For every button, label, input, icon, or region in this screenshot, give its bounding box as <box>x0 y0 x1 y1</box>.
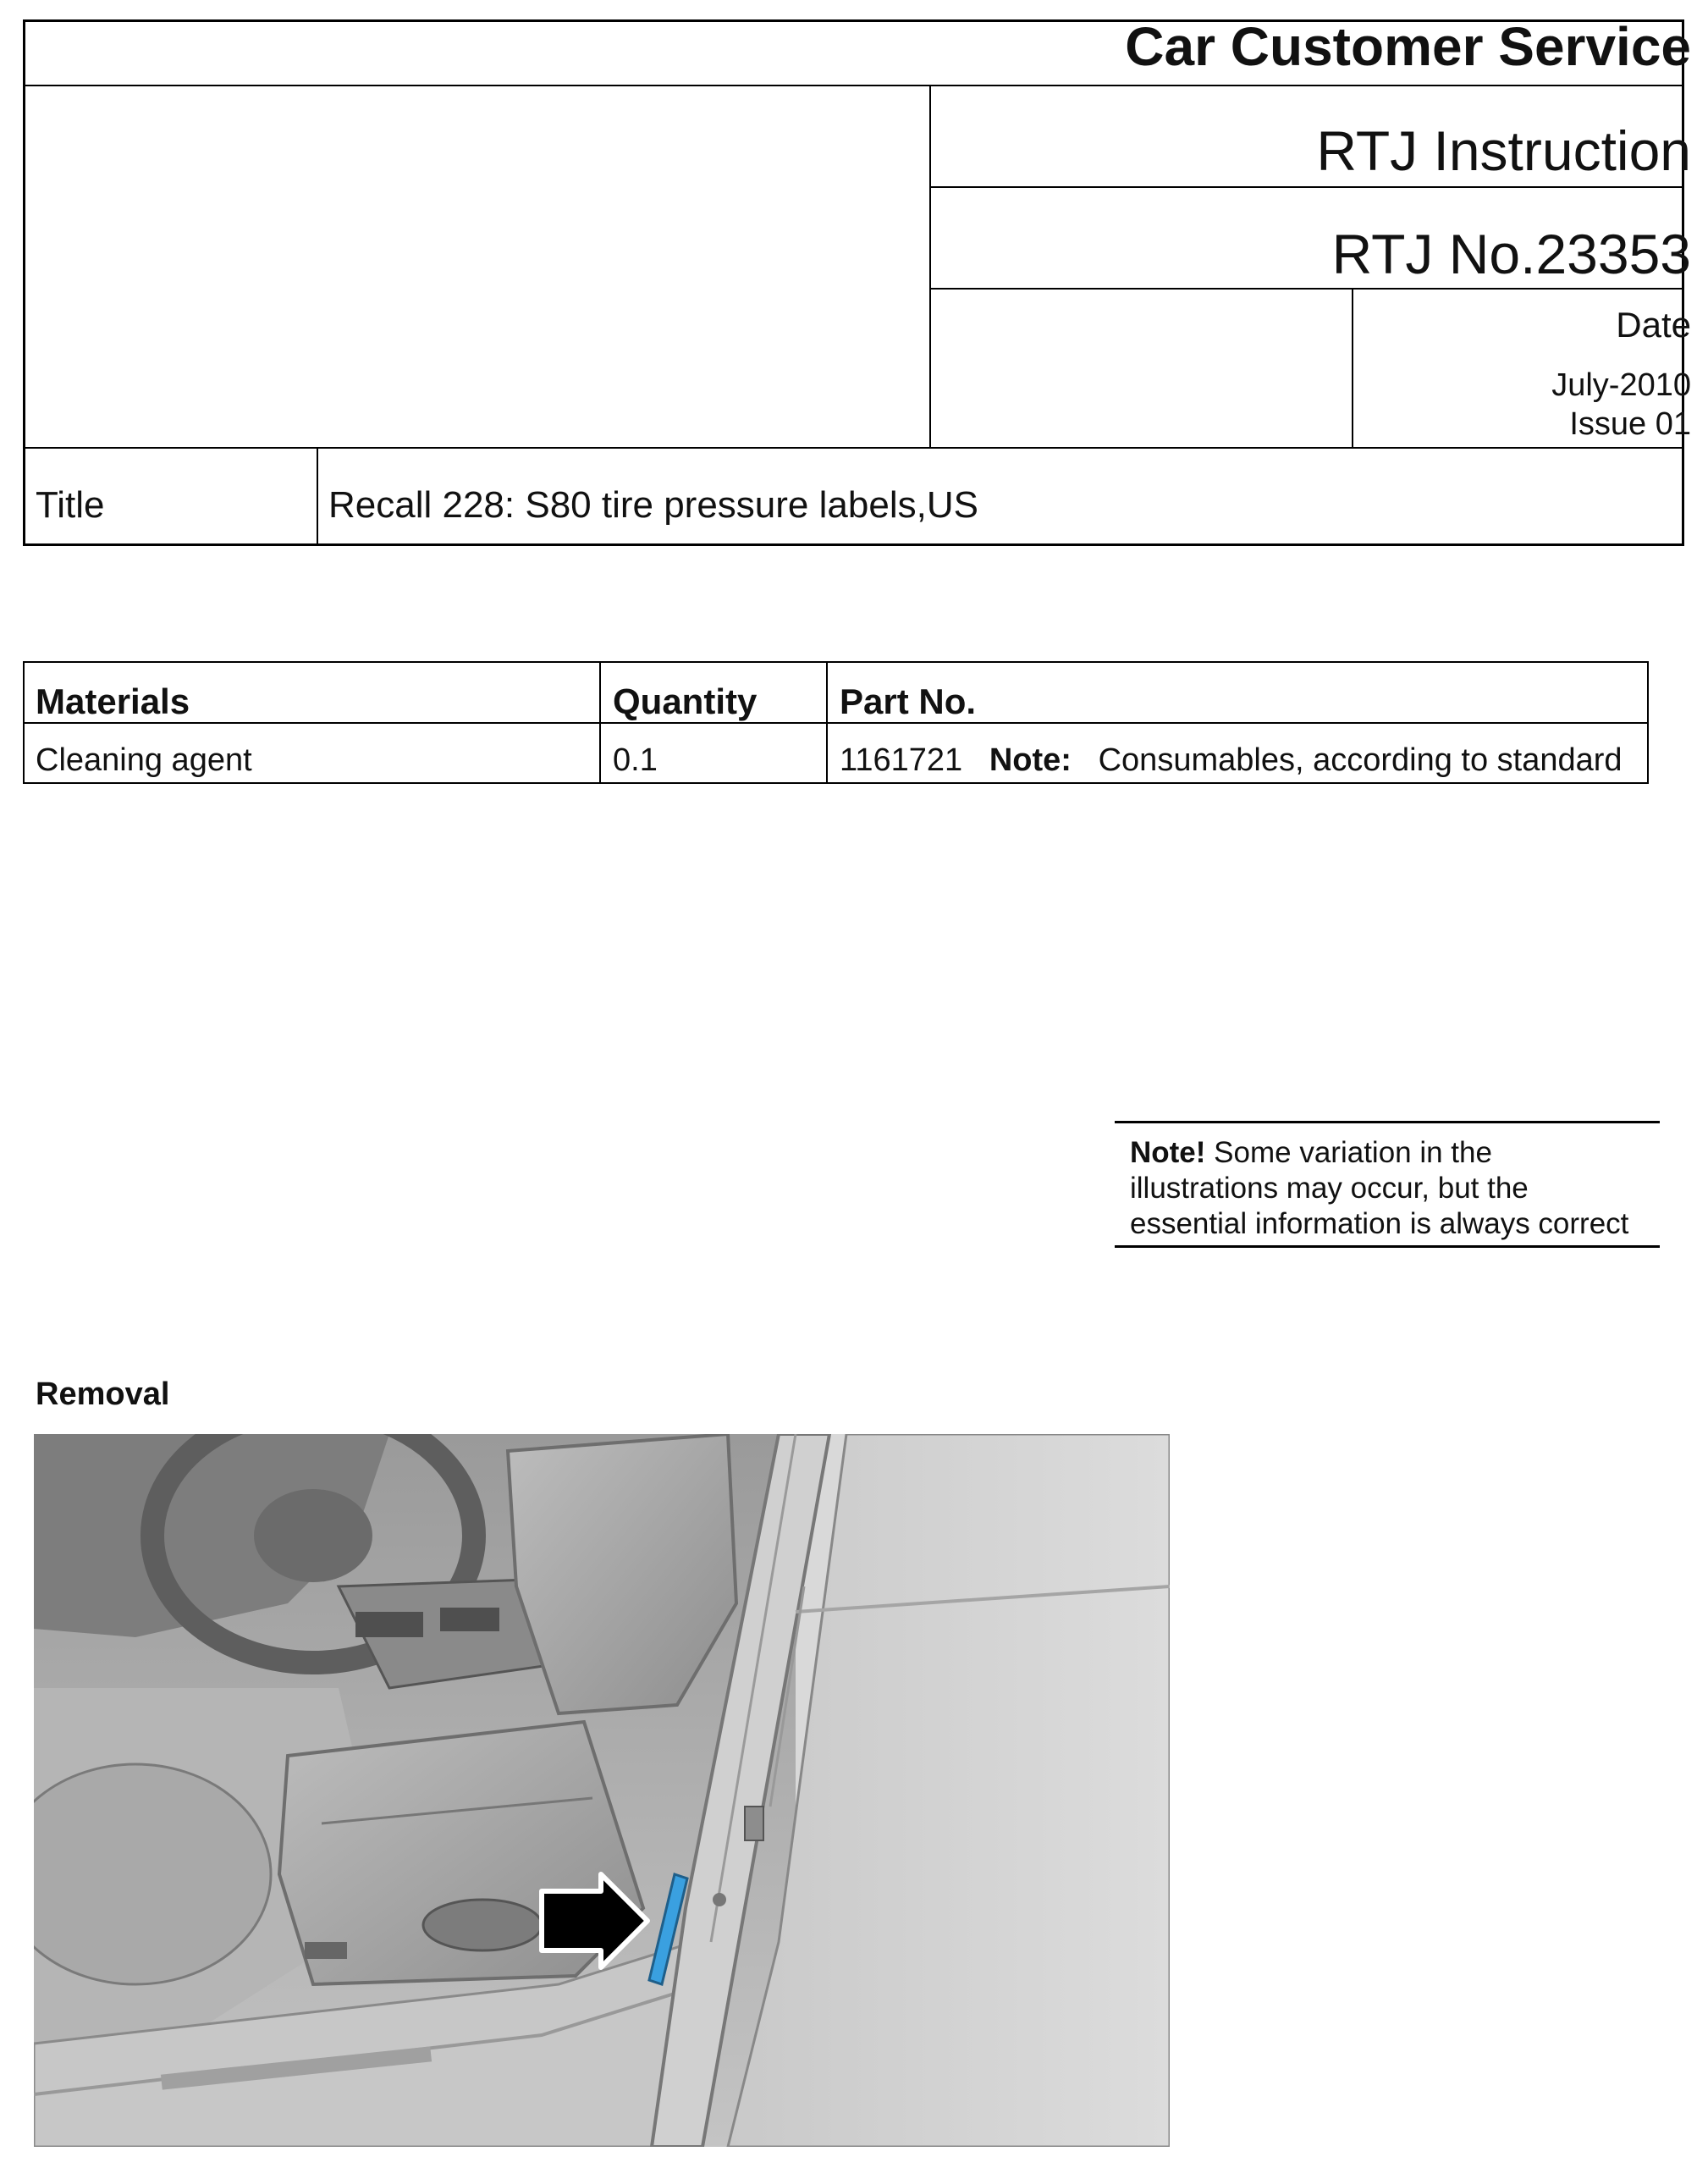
header-divider-title <box>23 447 1684 449</box>
material-cell: Cleaning agent <box>36 742 252 778</box>
column-header-part-no: Part No. <box>840 681 977 721</box>
note-line-3: essential information is always correct <box>1130 1207 1629 1240</box>
document-type: RTJ Instruction <box>1316 119 1691 182</box>
header-divider-date <box>1352 288 1353 449</box>
document-number: RTJ No.23353 <box>1331 223 1691 285</box>
header-border-left <box>23 19 25 546</box>
column-header-quantity: Quantity <box>613 681 758 721</box>
title-value: Recall 228: S80 tire pressure labels,US <box>328 484 978 526</box>
company-name: Car Customer Service <box>1125 16 1691 77</box>
materials-border-top <box>23 661 1649 663</box>
part-number-cell <box>840 742 1623 779</box>
part-note-text: Consumables, according to standard <box>1098 742 1623 778</box>
materials-header-divider <box>23 722 1649 724</box>
materials-col-divider-1 <box>599 661 601 784</box>
header-divider-docnum <box>929 288 1684 290</box>
note-lead: Note! <box>1130 1136 1206 1169</box>
materials-border-bottom <box>23 782 1649 784</box>
column-header-materials: Materials <box>36 681 190 721</box>
note-line-1: Some variation in the <box>1214 1136 1492 1169</box>
materials-border-right <box>1647 661 1649 784</box>
issue-value: Issue 01 <box>1569 406 1691 442</box>
title-label: Title <box>36 484 105 526</box>
date-value: July-2010 <box>1551 367 1691 403</box>
quantity-cell: 0.1 <box>613 742 658 778</box>
section-heading-removal: Removal <box>36 1376 170 1412</box>
car-door-pillar-illustration <box>34 1434 1170 2147</box>
header-divider-vertical <box>929 85 931 449</box>
date-label: Date <box>1616 305 1691 345</box>
materials-border-left <box>23 661 25 784</box>
header-divider-company <box>23 85 1684 86</box>
title-divider-vertical <box>317 447 318 546</box>
part-number: 1161721 <box>840 742 963 778</box>
illustration-note <box>1115 1121 1660 1248</box>
header-border-bottom <box>23 543 1684 546</box>
header-divider-doctype <box>929 186 1684 188</box>
illustration-drawing <box>34 1434 1170 2147</box>
materials-col-divider-2 <box>826 661 828 784</box>
part-note-label: Note: <box>989 742 1072 778</box>
note-line-2: illustrations may occur, but the <box>1130 1172 1529 1205</box>
